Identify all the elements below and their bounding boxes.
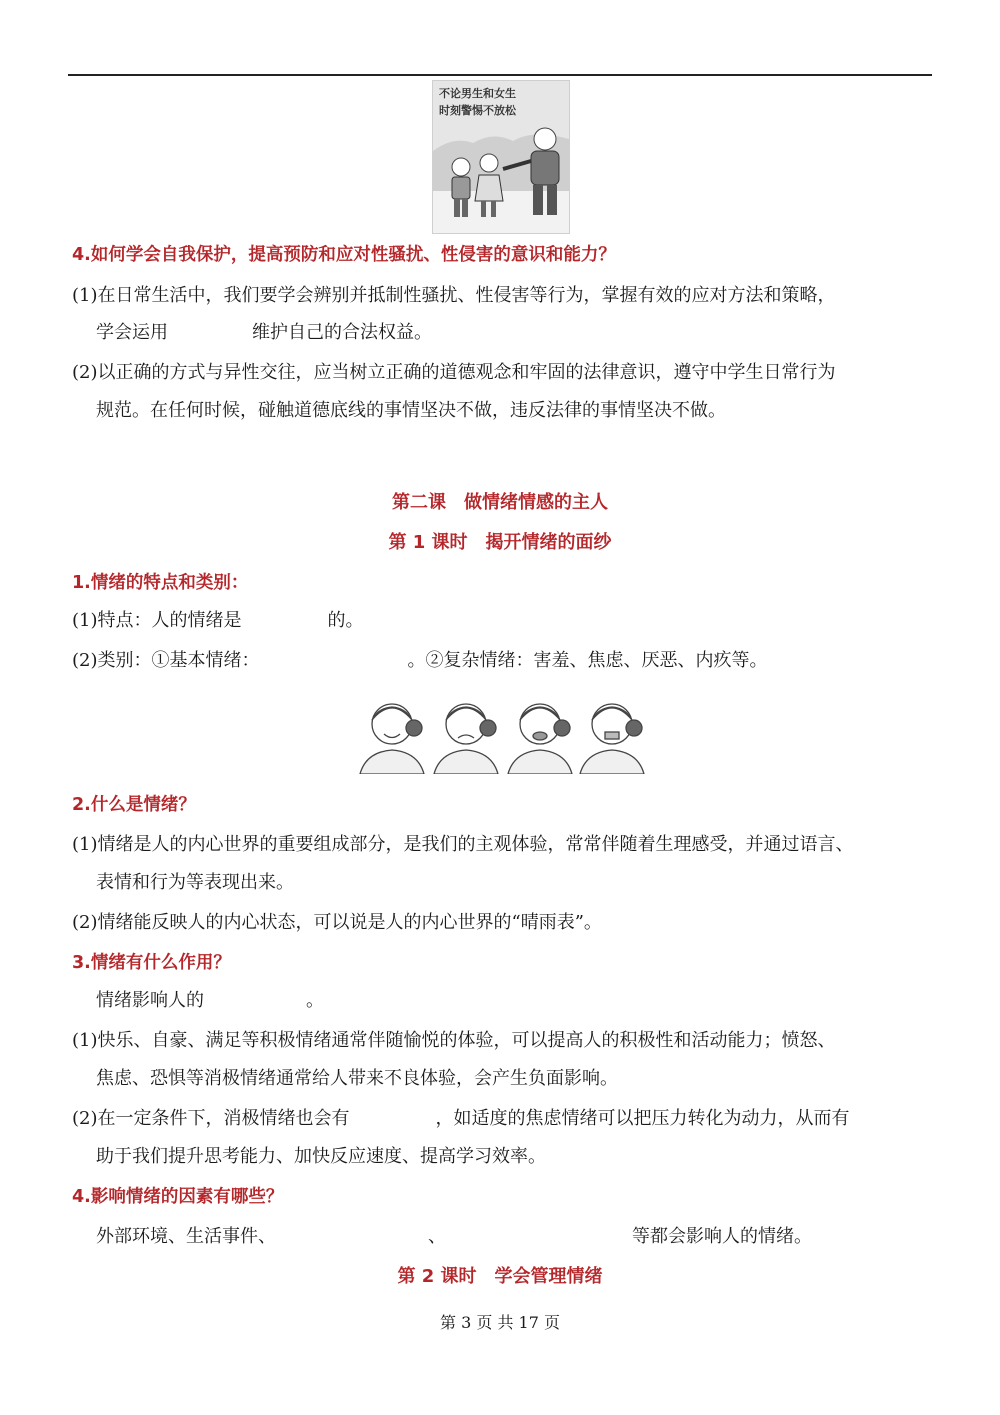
page-footer: 第 3 页 共 17 页 [440, 1313, 560, 1332]
crying-face-icon [508, 704, 572, 774]
q3-p1-line1: (1)快乐、自豪、满足等积极情绪通常伴随愉悦的体验，可以提高人的积极性和活动能力；愤怒、 [72, 1030, 836, 1051]
q2-p2: (2)情绪能反映人的内心状态，可以说是人的内心世界的“晴雨表”。 [72, 912, 602, 933]
q1-p2 [72, 650, 768, 672]
q3-p2-line2: 助于我们提升思考能力、加快反应速度、提高学习效率。 [96, 1146, 546, 1167]
q2-p1-line1: (1)情绪是人的内心世界的重要组成部分，是我们的主观体验，常常伴随着生理感受，并通过语言、 [72, 834, 854, 855]
section-4-p1-line2 [96, 322, 432, 344]
safety-illustration [432, 80, 570, 234]
q2-heading: 2.什么是情绪？ [72, 795, 196, 815]
section-4-heading: 4.如何学会自我保护，提高预防和应对性骚扰、性侵害的意识和能力？ [72, 245, 616, 265]
q1-p2-suffix: 。②复杂情绪：害羞、焦虑、厌恶、内疚等。 [407, 650, 768, 671]
section-4-p2-line2: 规范。在任何时候，碰触道德底线的事情坚决不做，违反法律的事情坚决不做。 [96, 400, 726, 421]
lesson-title: 第二课 做情绪情感的主人 [392, 492, 608, 513]
q3-intro-prefix: 情绪影响人的 [96, 990, 204, 1011]
q3-p2-prefix: (2)在一定条件下，消极情绪也会有 [72, 1108, 350, 1129]
q2-p1-line2: 表情和行为等表现出来。 [96, 872, 294, 893]
section-4-p1-line1: (1)在日常生活中，我们要学会辨别并抵制性骚扰、性侵害等行为，掌握有效的应对方法和策略， [72, 285, 836, 306]
q1-p2-prefix: (2)类别：①基本情绪： [72, 650, 260, 671]
section-4-p2-line1: (2)以正确的方式与异性交往，应当树立正确的道德观念和牢固的法律意识，遵守中学生日常行为 [72, 362, 836, 383]
q3-p1-line2: 焦虑、恐惧等消极情绪通常给人带来不良体验，会产生负面影响。 [96, 1068, 618, 1089]
fill-blank-prefix: 学会运用 [96, 322, 168, 343]
header-rule [68, 74, 932, 76]
q3-heading: 3.情绪有什么作用？ [72, 953, 231, 973]
scared-face-icon [580, 704, 644, 774]
period-1-title: 第 1 课时 揭开情绪的面纱 [388, 532, 612, 553]
banner-line-1: 不论男生和女生 [439, 87, 516, 100]
q3-intro-suffix: 。 [306, 990, 324, 1011]
q4-suffix: 等都会影响人的情绪。 [632, 1226, 812, 1247]
q1-p1-suffix: 的。 [327, 610, 364, 631]
q1-p1 [72, 610, 364, 632]
q3-p2-suffix: ，如适度的焦虑情绪可以把压力转化为动力，从而有 [435, 1108, 850, 1129]
happy-face-icon [360, 704, 424, 774]
fill-blank-suffix: 维护自己的合法权益。 [252, 322, 432, 343]
q3-p2-line1 [72, 1108, 850, 1130]
q1-heading: 1.情绪的特点和类别： [72, 573, 249, 593]
q4-prefix: 外部环境、生活事件、 [96, 1226, 276, 1247]
q1-p1-prefix: (1)特点：人的情绪是 [72, 610, 242, 631]
q4-separator: 、 [428, 1226, 446, 1247]
period-2-title: 第 2 课时 学会管理情绪 [397, 1266, 603, 1287]
safety-scene-drawing [433, 81, 569, 233]
q4-line [96, 1226, 812, 1248]
angry-face-icon [434, 704, 498, 774]
emotion-faces-illustration [356, 694, 646, 774]
banner-line-2: 时刻警惕不放松 [439, 104, 516, 117]
q3-intro [96, 990, 324, 1012]
q4-heading: 4.影响情绪的因素有哪些？ [72, 1187, 284, 1207]
